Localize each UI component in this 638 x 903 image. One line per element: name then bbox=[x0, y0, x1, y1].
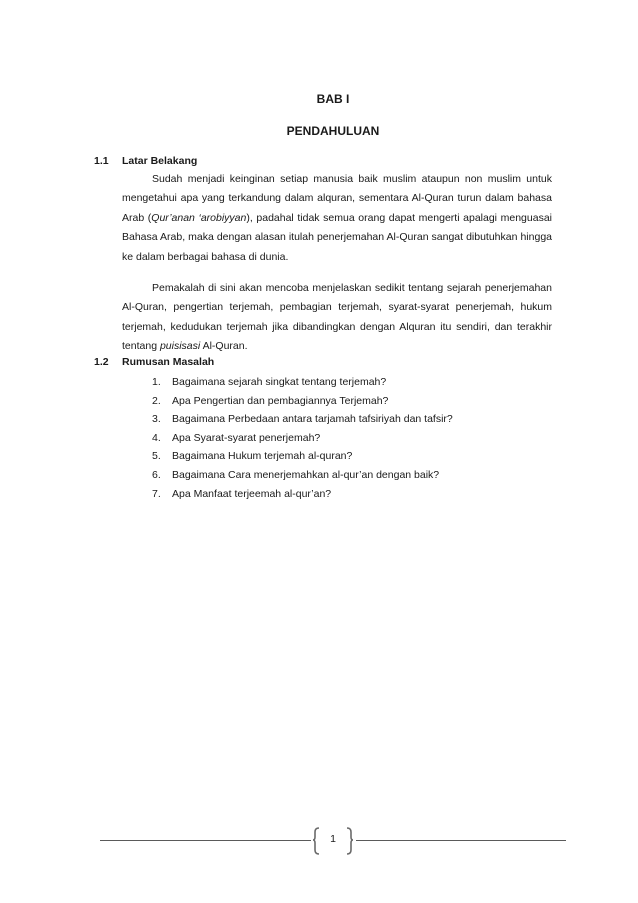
section-number: 1.2 bbox=[94, 356, 109, 368]
list-number: 6. bbox=[152, 468, 161, 481]
section-number: 1.1 bbox=[94, 155, 109, 167]
list-text: Bagaimana Hukum terjemah al-quran? bbox=[172, 450, 353, 463]
paragraph-text: Pemakalah di sini akan mencoba menjelaskan sedikit tentang sejarah penerjemahan Al-Quran, pengertian terjemah, pembagian terjemah, syarat-syarat penerjemah, hukum terjemah, kedudukan terjemah jika dibandingkan dengan Alquran itu sendiri, dan terakhir tentang bbox=[122, 282, 552, 353]
section-heading bbox=[94, 356, 552, 369]
list-text: Apa Syarat-syarat penerjemah? bbox=[172, 431, 321, 444]
section-heading bbox=[94, 155, 552, 168]
list-text: Bagaimana sejarah singkat tentang terjemah? bbox=[172, 376, 387, 388]
list-number: 7. bbox=[152, 487, 161, 500]
footer-divider-right bbox=[356, 840, 566, 841]
paragraph-text: Sudah menjadi keinginan setiap manusia baik muslim ataupun non muslim untuk mengetahui apa yang terkandung dalam alquran, sementara Al-Quran turun dalam bahasa Arab ( bbox=[122, 173, 552, 224]
list-number: 4. bbox=[152, 431, 161, 444]
page-number-bracket bbox=[313, 826, 353, 856]
chapter-number: BAB I bbox=[316, 92, 350, 106]
list-number: 1. bbox=[152, 376, 161, 388]
list-item bbox=[152, 392, 552, 411]
paragraph-italic-text: Qur’anan ‘arobiyyan bbox=[151, 211, 247, 224]
list-text: Apa Pengertian dan pembagiannya Terjemah? bbox=[172, 394, 389, 407]
list-item bbox=[152, 429, 552, 448]
list-item bbox=[152, 373, 552, 392]
list-item bbox=[152, 485, 552, 504]
list-item bbox=[152, 466, 552, 485]
chapter-title: PENDAHULUAN bbox=[286, 124, 380, 138]
section-latar-belakang bbox=[94, 155, 552, 357]
list-item bbox=[152, 410, 552, 429]
section-title: Latar Belakang bbox=[122, 155, 198, 167]
list-number: 2. bbox=[152, 394, 161, 407]
paragraph bbox=[122, 279, 552, 357]
paragraph-italic-text: puisisasi bbox=[159, 340, 201, 353]
question-list bbox=[122, 373, 552, 503]
paragraph-text: Al-Quran. bbox=[200, 340, 248, 353]
paragraph-text: ), padahal tidak semua orang dapat mengerti apalagi menguasai Bahasa Arab, maka dengan alasan itulah penerjemahan Al-Quran sangat dibutuhkan hingga ke dalam berbagai bahasa di dunia. bbox=[122, 211, 552, 263]
list-item bbox=[152, 447, 552, 466]
list-text: Bagaimana Perbedaan antara tarjamah tafsiriyah dan tafsir? bbox=[172, 413, 453, 426]
list-text: Apa Manfaat terjeemah al-qur’an? bbox=[172, 487, 332, 500]
page-number: 1 bbox=[330, 833, 336, 845]
list-number: 3. bbox=[152, 413, 161, 426]
section-title: Rumusan Masalah bbox=[122, 356, 215, 368]
paragraph bbox=[122, 170, 552, 267]
list-text: Bagaimana Cara menerjemahkan al-qur’an dengan baik? bbox=[172, 468, 440, 481]
footer-divider-left bbox=[100, 840, 311, 841]
list-number: 5. bbox=[152, 450, 161, 463]
section-rumusan-masalah bbox=[94, 356, 552, 503]
